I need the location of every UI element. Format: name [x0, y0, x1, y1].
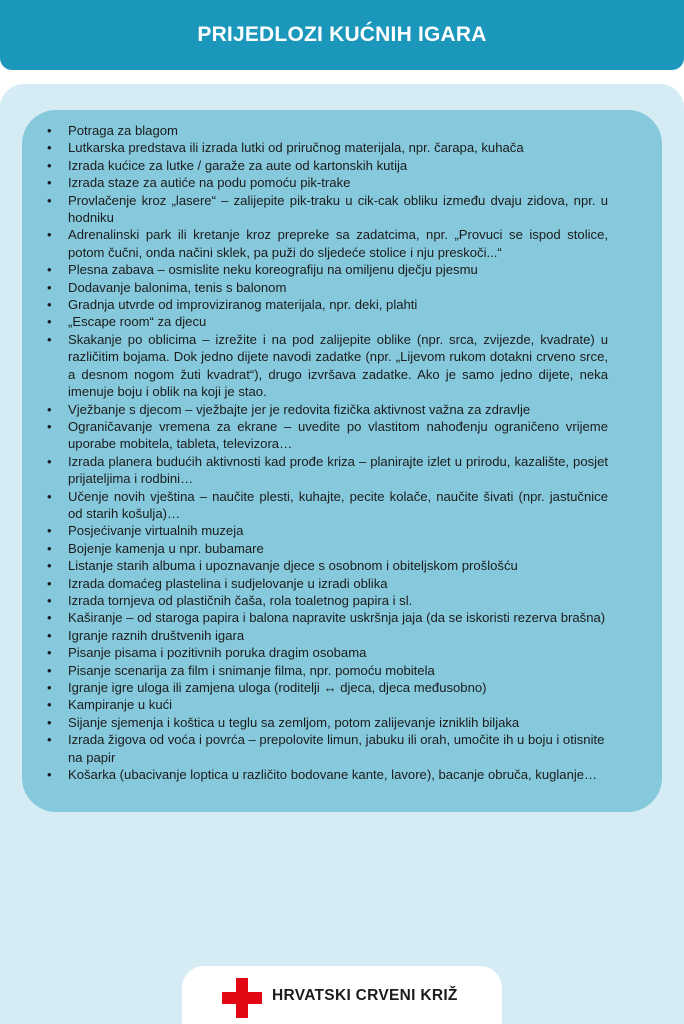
list-item-text: Skakanje po oblicima – izrežite i na pod zalijepite oblike (npr. srca, zvijezde, kvadrate) u različitim bojama. Dok jedno dijete navodi zadatke (npr. „Lijevom rukom dotakni crveno srce, a desnom nogom žuti kvadrat“), drugo izvršava zadatke. Ako je samo jedno dijete, neka imenuje boju i oblik na koji je stao.: [68, 331, 608, 400]
list-item-text: Pisanje pisama i pozitivnih poruka dragim osobama: [68, 645, 367, 661]
list-item-text: Provlačenje kroz „lasere“ – zalijepite pik-traku u cik-cak obliku između dvaju zidova, npr. u hodniku: [68, 192, 608, 226]
list-item-text: Plesna zabava – osmislite neku koreografiju na omiljenu dječju pjesmu: [68, 262, 478, 278]
cross-horizontal-bar: [222, 992, 262, 1004]
list-item-text: Gradnja utvrde od improviziranog materijala, npr. deki, plahti: [68, 297, 418, 313]
bullet-icon: •: [47, 227, 52, 243]
list-item: [0, 714, 640, 731]
list-item-text: Posjećivanje virtualnih muzeja: [68, 523, 244, 539]
list-item-text: Bojenje kamenja u npr. bubamare: [68, 540, 264, 556]
list-item-text: Ograničavanje vremena za ekrane – uvedite po vlastitom nahođenju ograničeno vrijeme uporabe mobitela, tableta, televizora…: [68, 418, 608, 452]
list-item: [0, 731, 640, 766]
list-item: [0, 679, 640, 696]
list-item-text: Izrada tornjeva od plastičnih čaša, rola toaletnog papira i sl.: [68, 592, 413, 608]
list-item-text: Pisanje scenarija za film i snimanje filma, npr. pomoću mobitela: [68, 662, 435, 678]
list-item-text: Izrada domaćeg plastelina i sudjelovanje u izradi oblika: [68, 575, 388, 591]
bullet-icon: •: [47, 627, 52, 643]
bullet-icon: •: [47, 157, 52, 173]
bullet-icon: •: [47, 453, 52, 469]
bullet-icon: •: [47, 610, 52, 626]
list-item-text: Kampiranje u kući: [68, 697, 173, 713]
list-item: [0, 522, 640, 539]
bullet-icon: •: [47, 645, 52, 661]
org-name: HRVATSKI CRVENI KRIŽ: [272, 987, 458, 1004]
list-item-text: Izrada žigova od voća i povrća – prepolovite limun, jabuku ili orah, umočite ih u boju i otisnite na papir: [68, 732, 605, 765]
list-item: [0, 139, 640, 156]
list-item-text: Igranje raznih društvenih igara: [68, 627, 245, 643]
list-item: [0, 609, 640, 626]
list-item: [0, 488, 640, 523]
bullet-icon: •: [47, 575, 52, 591]
bullet-icon: •: [47, 767, 52, 783]
bullet-icon: •: [47, 540, 52, 556]
list-item: [0, 331, 640, 401]
list-item: [0, 662, 640, 679]
bullet-icon: •: [47, 488, 52, 504]
list-item: [0, 279, 640, 296]
bullet-icon: •: [47, 140, 52, 156]
list-item-text: Vježbanje s djecom – vježbajte jer je redovita fizička aktivnost važna za zdravlje: [68, 401, 531, 417]
bullet-icon: •: [47, 680, 52, 695]
list-item: [0, 122, 640, 139]
list-item-text: Listanje starih albuma i upoznavanje djece s osobnom i obiteljskom prošlošću: [68, 558, 518, 574]
list-item-text: Izrada staze za autiće na podu pomoću pik-trake: [68, 175, 351, 191]
red-cross-icon: [222, 978, 262, 1018]
list-item-text: Igranje igre uloga ili zamjena uloga (roditelji ↔ djeca, djeca međusobno): [68, 680, 487, 695]
bullet-icon: •: [47, 123, 52, 138]
list-item-text: Učenje novih vještina – naučite plesti, kuhajte, pecite kolače, naučite šivati (npr. jastučnice od starih košulja)…: [68, 488, 608, 521]
bullet-icon: •: [47, 714, 52, 730]
bullet-icon: •: [47, 662, 52, 678]
bullet-icon: •: [47, 558, 52, 574]
list-item: [0, 418, 640, 453]
list-item-text: Izrada kućice za lutke / garaže za aute od kartonskih kutija: [68, 157, 408, 173]
header-banner: [0, 0, 684, 70]
bullet-icon: •: [47, 331, 52, 347]
list-item: [0, 696, 640, 713]
list-item: [0, 766, 640, 783]
list-item-text: Adrenalinski park ili kretanje kroz prepreke sa zadatcima, npr. „Provuci se ispod stolice, potom čučni, onda načini sklek, pa puži do sljedeće stolice i nju preskoči...“: [68, 227, 608, 260]
list-item-text: „Escape room“ za djecu: [68, 314, 207, 330]
list-item-text: Lutkarska predstava ili izrada lutki od priručnog materijala, npr. čarapa, kuhača: [68, 140, 524, 156]
list-item: [0, 401, 640, 418]
bullet-icon: •: [47, 192, 52, 208]
list-item: [0, 557, 640, 574]
list-item: [0, 261, 640, 278]
bullet-icon: •: [47, 418, 52, 434]
list-item: [0, 592, 640, 609]
list-item: [0, 575, 640, 592]
bullet-icon: •: [47, 697, 52, 713]
bullet-icon: •: [47, 401, 52, 417]
bullet-icon: •: [47, 297, 52, 313]
list-item-text: Kaširanje – od staroga papira i balona napravite uskršnja jaja (da se iskoristi rezerva brašna): [68, 610, 606, 626]
bullet-icon: •: [47, 592, 52, 608]
list-item: [0, 296, 640, 313]
list-item-text: Sijanje sjemenja i koštica u teglu sa zemljom, potom zalijevanje izniklih biljaka: [68, 714, 520, 730]
list-item-text: Košarka (ubacivanje loptica u različito bodovane kante, lavore), bacanje obruča, kuglanje…: [68, 767, 598, 783]
list-item: [0, 644, 640, 661]
suggestions-list: [0, 122, 640, 783]
bullet-icon: •: [47, 279, 52, 295]
list-item-text: Dodavanje balonima, tenis s balonom: [68, 279, 287, 295]
list-item: [0, 226, 640, 261]
list-item: [0, 540, 640, 557]
bullet-icon: •: [47, 523, 52, 539]
list-item: [0, 313, 640, 330]
list-item-text: Izrada planera budućih aktivnosti kad prođe kriza – planirajte izlet u prirodu, kazalište, posjet prijateljima i rodbini…: [68, 453, 608, 487]
bullet-icon: •: [47, 175, 52, 191]
list-item: [0, 174, 640, 191]
list-item: [0, 453, 640, 488]
list-item: [0, 192, 640, 227]
bullet-icon: •: [47, 732, 52, 748]
bullet-icon: •: [47, 314, 52, 330]
bullet-icon: •: [47, 262, 52, 278]
list-item-text: Potraga za blagom: [68, 123, 178, 138]
list-item: [0, 157, 640, 174]
page-title: PRIJEDLOZI KUĆNIH IGARA: [197, 23, 487, 46]
list-item: [0, 627, 640, 644]
